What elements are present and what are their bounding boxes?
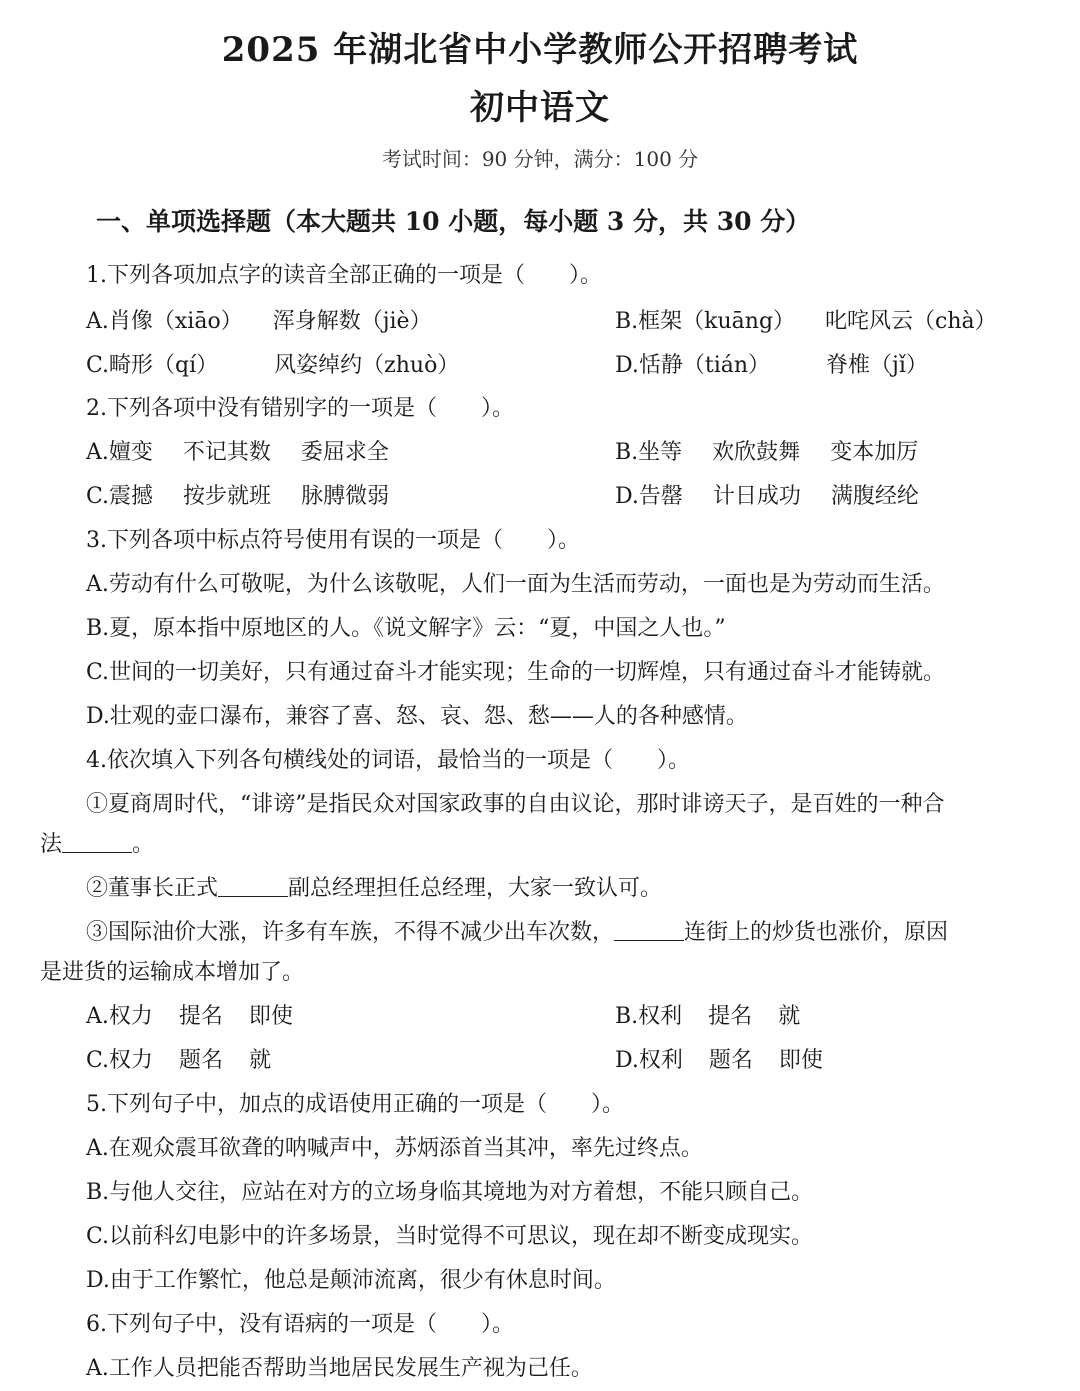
q6-option-a: A.工作人员把能否帮助当地居民发展生产视为己任。 — [86, 1356, 593, 1381]
question-6-stem: 6.下列句子中，没有语病的一项是（ ）。 — [86, 1312, 514, 1337]
q3-option-c: C.世间的一切美好，只有通过奋斗才能实现；生命的一切辉煌，只有通过奋斗才能铸就。 — [86, 660, 946, 685]
q4-option-c: C.权力 题名 就 — [86, 1048, 272, 1073]
q2-option-c: C.震撼 按步就班 脉膊微弱 — [86, 484, 390, 509]
q5-option-d: D.由于工作繁忙，他总是颠沛流离，很少有休息时间。 — [86, 1268, 616, 1293]
q3-option-d: D.壮观的壶口瀑布，兼容了喜、怒、哀、怨、愁——人的各种感情。 — [86, 704, 748, 729]
q4-sentence-1-line-1: ①夏商周时代，“诽谤”是指民众对国家政事的自由议论，那时诽谤天子，是百姓的一种合 — [86, 792, 945, 817]
q1-option-c: C.畸形（qí） 风姿绰约（zhuò） — [86, 353, 460, 378]
exam-subject: 初中语文 — [470, 88, 610, 128]
q3-option-b: B.夏，原本指中原地区的人。《说文解字》云：“夏，中国之人也。” — [86, 616, 726, 641]
question-3-stem: 3.下列各项中标点符号使用有误的一项是（ ）。 — [86, 528, 580, 553]
q1-option-b: B.框架（kuāng） 叱咤风云（chà） — [615, 309, 997, 334]
q2-option-b: B.坐等 欢欣鼓舞 变本加厉 — [615, 440, 919, 465]
q4-sentence-2: ②董事长正式 副总经理担任总经理，大家一致认可。 — [86, 876, 663, 901]
question-1-stem: 1.下列各项加点字的读音全部正确的一项是（ ）。 — [86, 263, 602, 288]
question-5-stem: 5.下列句子中，加点的成语使用正确的一项是（ ）。 — [86, 1092, 624, 1117]
fill-blank — [218, 876, 288, 897]
q2-option-d: D.告罄 计日成功 满腹经纶 — [615, 484, 919, 509]
fill-blank — [614, 920, 684, 941]
q4-sentence-1-line-2: 法 。 — [40, 832, 155, 857]
q4-sentence-3-line-1: ③国际油价大涨，许多有车族，不得不减少出车次数， 连街上的炒货也涨价，原因 — [86, 920, 949, 945]
q5-option-a: A.在观众震耳欲聋的呐喊声中，苏炳添首当其冲，率先过终点。 — [86, 1136, 703, 1161]
q4-option-a: A.权力 提名 即使 — [86, 1004, 293, 1029]
q4-option-d: D.权利 题名 即使 — [615, 1048, 823, 1073]
q2-option-a: A.嬗变 不记其数 委屈求全 — [86, 440, 389, 465]
q5-option-c: C.以前科幻电影中的许多场景，当时觉得不可思议，现在却不断变成现实。 — [86, 1224, 814, 1249]
question-4-stem: 4.依次填入下列各句横线处的词语，最恰当的一项是（ ）。 — [86, 748, 690, 773]
exam-info: 考试时间：90 分钟，满分：100 分 — [381, 147, 699, 171]
exam-title: 2025 年湖北省中小学教师公开招聘考试 — [221, 30, 859, 70]
section-heading: 一、单项选择题（本大题共 10 小题，每小题 3 分，共 30 分） — [96, 207, 811, 236]
q3-option-a: A.劳动有什么可敬呢，为什么该敬呢，人们一面为生活而劳动，一面也是为劳动而生活。 — [86, 572, 945, 597]
q5-option-b: B.与他人交往，应站在对方的立场身临其境地为对方着想，不能只顾自己。 — [86, 1180, 814, 1205]
q4-option-b: B.权利 提名 就 — [615, 1004, 801, 1029]
q1-option-a: A.肖像（xiāo） 浑身解数（jiè） — [86, 309, 432, 334]
q1-option-d: D.恬静（tián） 脊椎（jǐ） — [615, 353, 928, 378]
q4-sentence-3-line-2: 是进货的运输成本增加了。 — [40, 960, 305, 985]
fill-blank — [62, 832, 132, 853]
question-2-stem: 2.下列各项中没有错别字的一项是（ ）。 — [86, 396, 514, 421]
